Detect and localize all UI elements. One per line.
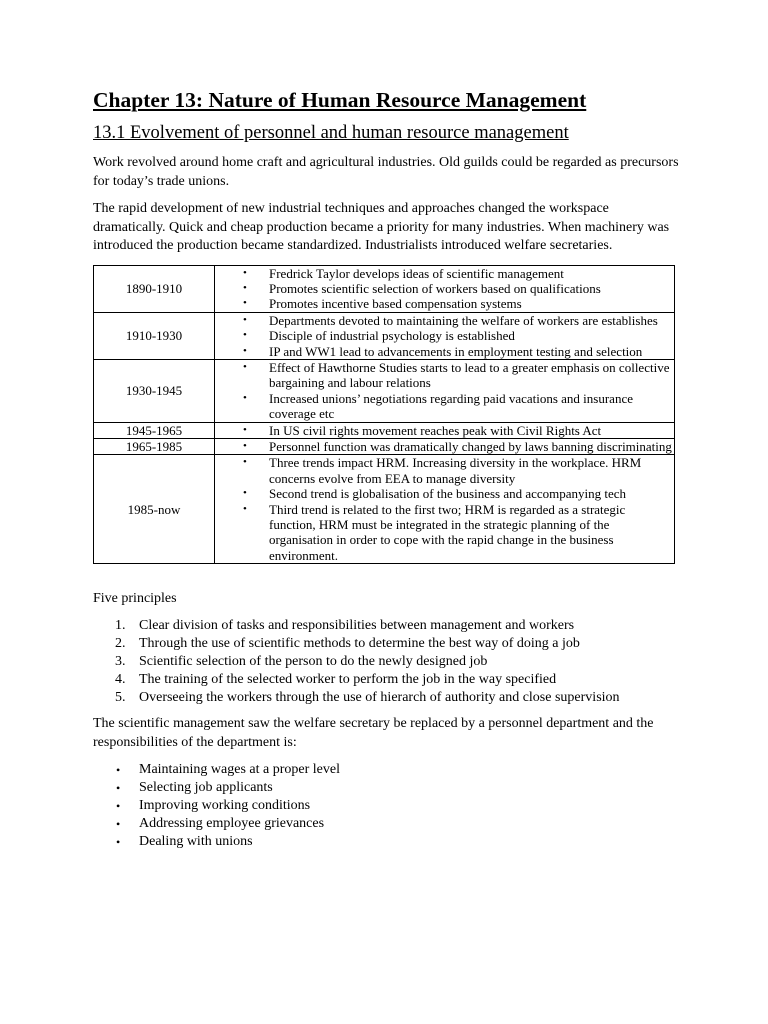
timeline-row [94,265,675,312]
timeline-period: 1965-1985 [94,438,215,454]
principle-number: 1. [115,618,126,634]
principle-text: The training of the selected worker to perform the job in the way specified [139,672,557,688]
closing-paragraph: The scientific management saw the welfare secretary be replaced by a personnel department and the responsibilities of the department is: [93,716,654,750]
timeline-period: 1890-1910 [94,265,215,312]
duty-text: Improving working conditions [139,798,311,814]
timeline-row [94,359,675,422]
duty-item [93,833,683,851]
department-duties-list [93,761,683,851]
evolution-timeline-table [93,265,675,565]
principle-item [93,635,683,653]
bullet-icon: • [243,281,247,294]
intro-paragraph-1: Work revolved around home craft and agricultural industries. Old guilds could be regarded as precursors for today’s trade unions. [93,155,679,189]
timeline-events [215,265,675,312]
timeline-event-item [215,344,674,359]
timeline-event-item [215,439,674,454]
duty-text: Selecting job applicants [139,780,273,796]
timeline-event-text: Promotes scientific selection of workers based on qualifications [269,280,601,296]
timeline-event-text: Disciple of industrial psychology is established [269,328,515,344]
timeline-row [94,312,675,359]
timeline-event-item [215,502,674,564]
bullet-icon: • [243,439,247,452]
bullet-icon: • [243,313,247,326]
timeline-event-item [215,296,674,311]
timeline-event-text: Effect of Hawthorne Studies starts to lead to a greater emphasis on collective bargaining and labour relations [269,359,670,391]
timeline-period: 1930-1945 [94,359,215,422]
timeline-event-text: Three trends impact HRM. Increasing diversity in the workplace. HRM concerns evolve from EEA to manage diversity [269,455,642,486]
timeline-event-text: In US civil rights movement reaches peak with Civil Rights Act [269,422,602,438]
timeline-period: 1910-1930 [94,312,215,359]
principle-text: Overseeing the workers through the use of hierarch of authority and close supervision [139,690,620,706]
timeline-events [215,422,675,438]
principles-list [93,617,683,707]
timeline-period: 1985-now [94,455,215,564]
timeline-event-text: Personnel function was dramatically changed by laws banning discriminating [269,438,672,454]
bullet-icon: • [243,297,247,310]
duty-text: Addressing employee grievances [139,816,325,832]
bullet-icon: • [116,799,121,814]
bullet-icon: • [243,391,247,404]
section-heading: 13.1 Evolvement of personnel and human resource management [93,123,569,143]
timeline-row [94,438,675,454]
bullet-icon: • [243,329,247,342]
timeline-event-item [215,391,674,422]
timeline-event-item [215,455,674,486]
principle-number: 2. [115,636,126,652]
timeline-event-text: IP and WW1 lead to advancements in employment testing and selection [269,343,643,359]
bullet-icon: • [116,817,121,832]
document-page [93,86,683,851]
timeline-events [215,455,675,564]
intro-paragraph-2: The rapid development of new industrial techniques and approaches changed the workspace dramatically. Quick and cheap production became a priority for many industries. When machinery was introduced the production became standardized. Industrialists introduced welfare secretaries. [93,201,670,253]
timeline-period: 1945-1965 [94,422,215,438]
timeline-event-text: Second trend is globalisation of the business and accompanying tech [269,486,627,502]
bullet-icon: • [243,360,247,373]
timeline-event-text: Departments devoted to maintaining the welfare of workers are establishes [269,312,658,328]
timeline-row [94,455,675,564]
bullet-icon: • [243,502,247,515]
principles-title: Five principles [93,591,177,607]
bullet-icon: • [243,344,247,357]
principle-text: Through the use of scientific methods to determine the best way of doing a job [139,636,580,652]
timeline-row [94,422,675,438]
duty-item [93,815,683,833]
timeline-event-item [215,486,674,501]
bullet-icon: • [243,423,247,436]
duty-text: Dealing with unions [139,834,253,850]
principle-number: 3. [115,654,126,670]
duty-item [93,761,683,779]
principle-item [93,671,683,689]
chapter-title: Chapter 13: Nature of Human Resource Management [93,88,587,112]
bullet-icon: • [243,487,247,500]
timeline-event-text: Increased unions’ negotiations regarding paid vacations and insurance coverage etc [269,390,633,422]
principle-item [93,689,683,707]
timeline-event-item [215,423,674,438]
timeline-event-text: Fredrick Taylor develops ideas of scientific management [269,265,564,281]
principle-number: 4. [115,672,126,688]
timeline-event-item [215,313,674,328]
timeline-event-item [215,281,674,296]
timeline-event-text: Promotes incentive based compensation systems [269,296,522,312]
principle-text: Clear division of tasks and responsibilities between management and workers [139,618,575,634]
timeline-events [215,312,675,359]
principle-item [93,617,683,635]
duty-text: Maintaining wages at a proper level [139,762,340,778]
timeline-event-item [215,266,674,281]
bullet-icon: • [243,266,247,279]
principle-number: 5. [115,690,126,706]
bullet-icon: • [116,781,121,796]
duty-item [93,779,683,797]
bullet-icon: • [243,456,247,469]
principle-text: Scientific selection of the person to do the newly designed job [139,654,488,670]
timeline-events [215,438,675,454]
bullet-icon: • [116,835,121,850]
bullet-icon: • [116,763,121,778]
timeline-event-item [215,328,674,343]
timeline-event-text: Third trend is related to the first two; HRM is regarded as a strategic function, HRM must be integrated in the strategic planning of the organisation in order to cope with the rapid change in the business environment. [269,501,626,563]
timeline-events [215,359,675,422]
principle-item [93,653,683,671]
duty-item [93,797,683,815]
timeline-event-item [215,360,674,391]
